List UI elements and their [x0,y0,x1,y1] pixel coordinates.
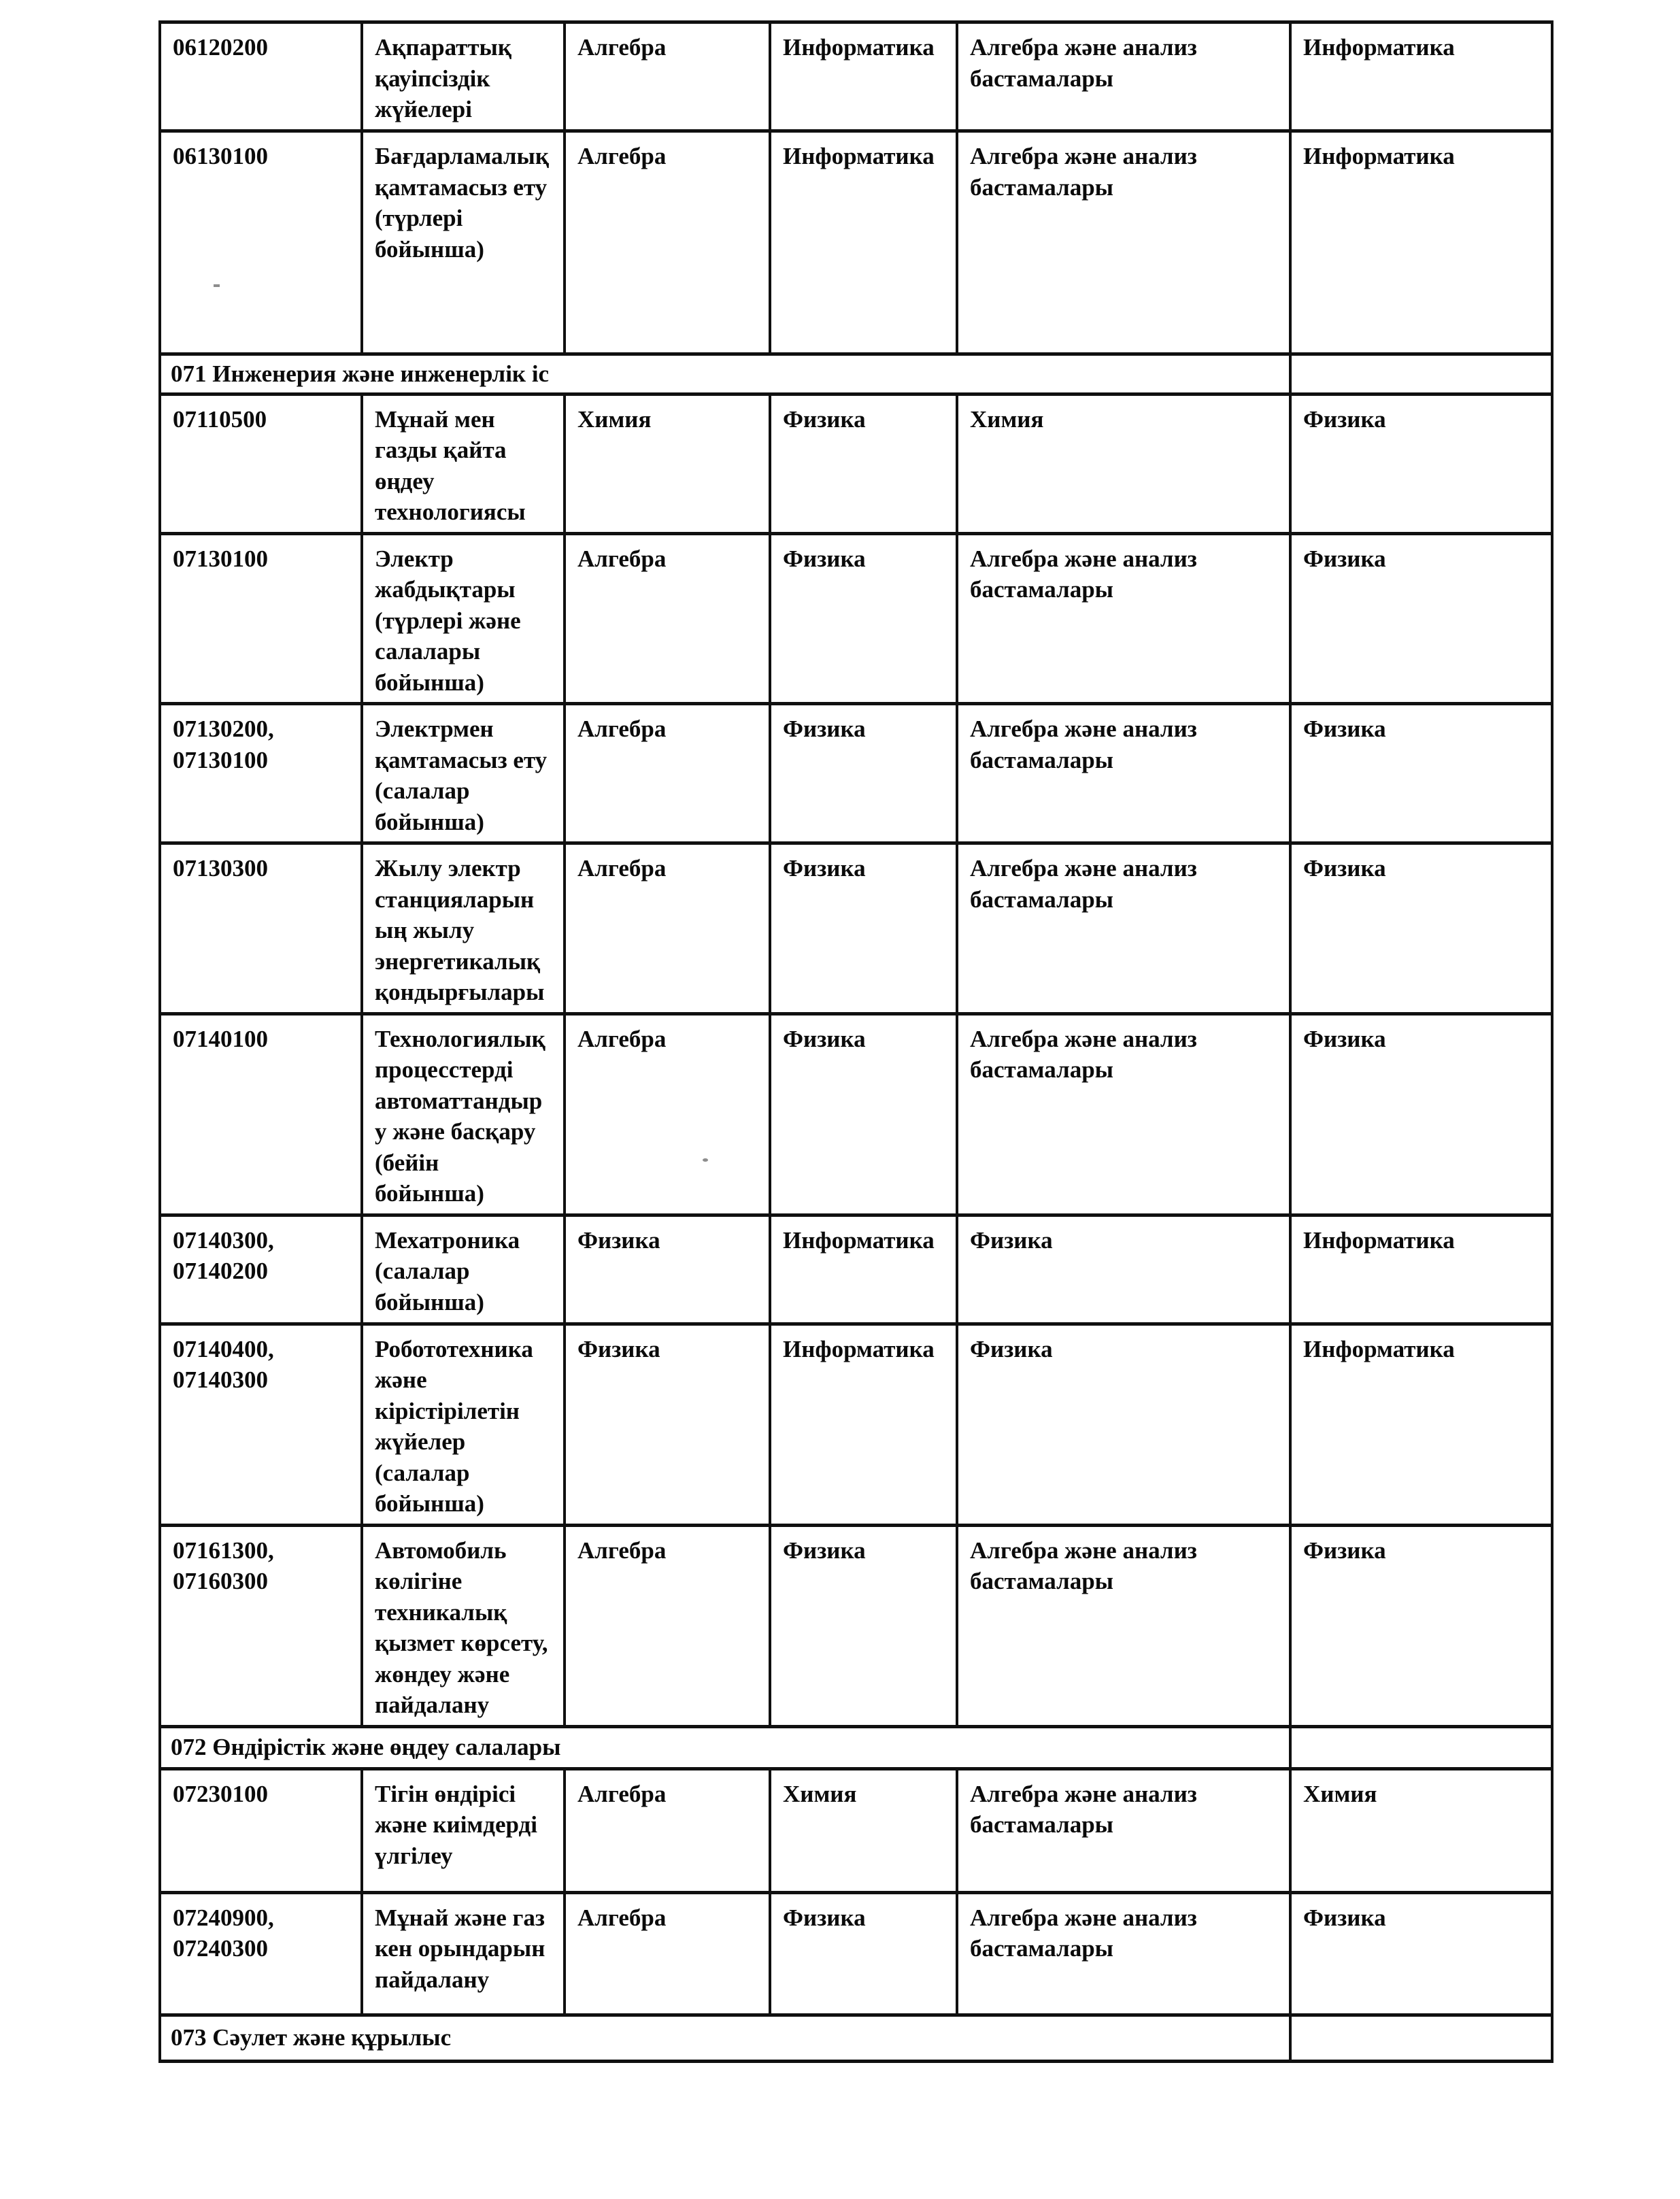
code-cell: 06130100 [160,131,362,354]
specialty-name-cell: Электр жабдықтары (түрлері және салалары бойынша) [362,533,565,704]
subject-cell: Физика [565,1215,770,1324]
subject-cell: Химия [565,394,770,533]
subject-cell: Алгебра және анализ бастамалары [957,1892,1290,2015]
scan-artifact [703,1158,708,1162]
subjects-table-body [160,22,1552,2062]
specialty-name-cell: Мехатроника (салалар бойынша) [362,1215,565,1324]
subject-cell: Информатика [770,131,957,354]
subject-cell: Физика [1290,394,1552,533]
subject-cell: Информатика [1290,1324,1552,1525]
table-row [160,131,1552,354]
subject-cell: Физика [770,1525,957,1726]
section-empty-cell [1290,2015,1552,2061]
table-row [160,1324,1552,1525]
specialty-name-cell: Автомобиль көлігіне техникалық қызмет көрсету, жөндеу және пайдалану [362,1525,565,1726]
subject-cell: Алгебра және анализ бастамалары [957,1768,1290,1892]
subject-cell: Физика [565,1324,770,1525]
code-cell: 07240900, 07240300 [160,1892,362,2015]
scan-artifact [214,284,220,287]
subject-cell: Физика [1290,843,1552,1014]
subject-cell: Алгебра және анализ бастамалары [957,704,1290,843]
subject-cell: Алгебра [565,1013,770,1215]
subject-cell: Алгебра [565,1892,770,2015]
table-row [160,704,1552,843]
specialty-name-cell: Ақпараттық қауіпсіздік жүйелері [362,22,565,131]
subject-cell: Физика [1290,533,1552,704]
section-row [160,2015,1552,2061]
section-row [160,1726,1552,1768]
section-empty-cell [1290,354,1552,395]
table-row [160,1768,1552,1892]
subject-cell: Физика [1290,1525,1552,1726]
specialty-name-cell: Тігін өндірісі және киімдерді үлгілеу [362,1768,565,1892]
subject-cell: Физика [770,704,957,843]
subject-cell: Алгебра және анализ бастамалары [957,22,1290,131]
table-row [160,22,1552,131]
subject-cell: Физика [1290,704,1552,843]
subject-cell: Алгебра [565,1525,770,1726]
specialty-name-cell: Мұнай мен газды қайта өңдеу технологиясы [362,394,565,533]
code-cell: 07140400, 07140300 [160,1324,362,1525]
code-cell: 07130300 [160,843,362,1014]
subject-cell: Физика [770,394,957,533]
subject-cell: Алгебра және анализ бастамалары [957,131,1290,354]
table-row [160,533,1552,704]
subject-cell: Физика [957,1215,1290,1324]
table-row [160,1525,1552,1726]
table-row [160,1013,1552,1215]
subject-cell: Физика [957,1324,1290,1525]
code-cell: 07140100 [160,1013,362,1215]
code-cell: 07130200, 07130100 [160,704,362,843]
code-cell: 07110500 [160,394,362,533]
specialty-name-cell: Мұнай және газ кен орындарын пайдалану [362,1892,565,2015]
specialty-name-cell: Бағдарламалық қамтамасыз ету (түрлері бойынша) [362,131,565,354]
table-row [160,843,1552,1014]
subject-cell: Алгебра [565,533,770,704]
subject-cell: Алгебра [565,22,770,131]
section-header: 073 Сәулет және құрылыс [160,2015,1290,2061]
subject-cell: Химия [957,394,1290,533]
section-header: 071 Инженерия және инженерлік іс [160,354,1290,395]
section-header: 072 Өндірістік және өңдеу салалары [160,1726,1290,1768]
subject-cell: Алгебра және анализ бастамалары [957,533,1290,704]
subject-cell: Информатика [770,22,957,131]
specialty-name-cell: Технологиялық процесстерді автоматтандыру және басқару (бейін бойынша) [362,1013,565,1215]
specialty-name-cell: Жылу электр станцияларының жылу энергетикалық қондырғылары [362,843,565,1014]
subject-cell: Физика [1290,1892,1552,2015]
subject-cell: Физика [770,843,957,1014]
subject-cell: Информатика [1290,131,1552,354]
subject-cell: Алгебра және анализ бастамалары [957,843,1290,1014]
subject-cell: Физика [1290,1013,1552,1215]
subject-cell: Информатика [1290,1215,1552,1324]
subjects-table [158,20,1553,2063]
section-row [160,354,1552,395]
subject-cell: Физика [770,1013,957,1215]
subject-cell: Алгебра және анализ бастамалары [957,1013,1290,1215]
table-row [160,1892,1552,2015]
code-cell: 06120200 [160,22,362,131]
subject-cell: Алгебра [565,131,770,354]
subject-cell: Информатика [1290,22,1552,131]
subject-cell: Физика [770,1892,957,2015]
table-row [160,1215,1552,1324]
subject-cell: Алгебра [565,704,770,843]
subject-cell: Химия [1290,1768,1552,1892]
subject-cell: Алгебра [565,843,770,1014]
subject-cell: Химия [770,1768,957,1892]
code-cell: 07130100 [160,533,362,704]
code-cell: 07230100 [160,1768,362,1892]
specialty-name-cell: Электрмен қамтамасыз ету (салалар бойынша) [362,704,565,843]
subject-cell: Информатика [770,1215,957,1324]
subject-cell: Физика [770,533,957,704]
code-cell: 07161300, 07160300 [160,1525,362,1726]
subject-cell: Алгебра және анализ бастамалары [957,1525,1290,1726]
subject-cell: Информатика [770,1324,957,1525]
section-empty-cell [1290,1726,1552,1768]
code-cell: 07140300, 07140200 [160,1215,362,1324]
table-row [160,394,1552,533]
specialty-name-cell: Робототехника және кірістірілетін жүйелер (салалар бойынша) [362,1324,565,1525]
subject-cell: Алгебра [565,1768,770,1892]
